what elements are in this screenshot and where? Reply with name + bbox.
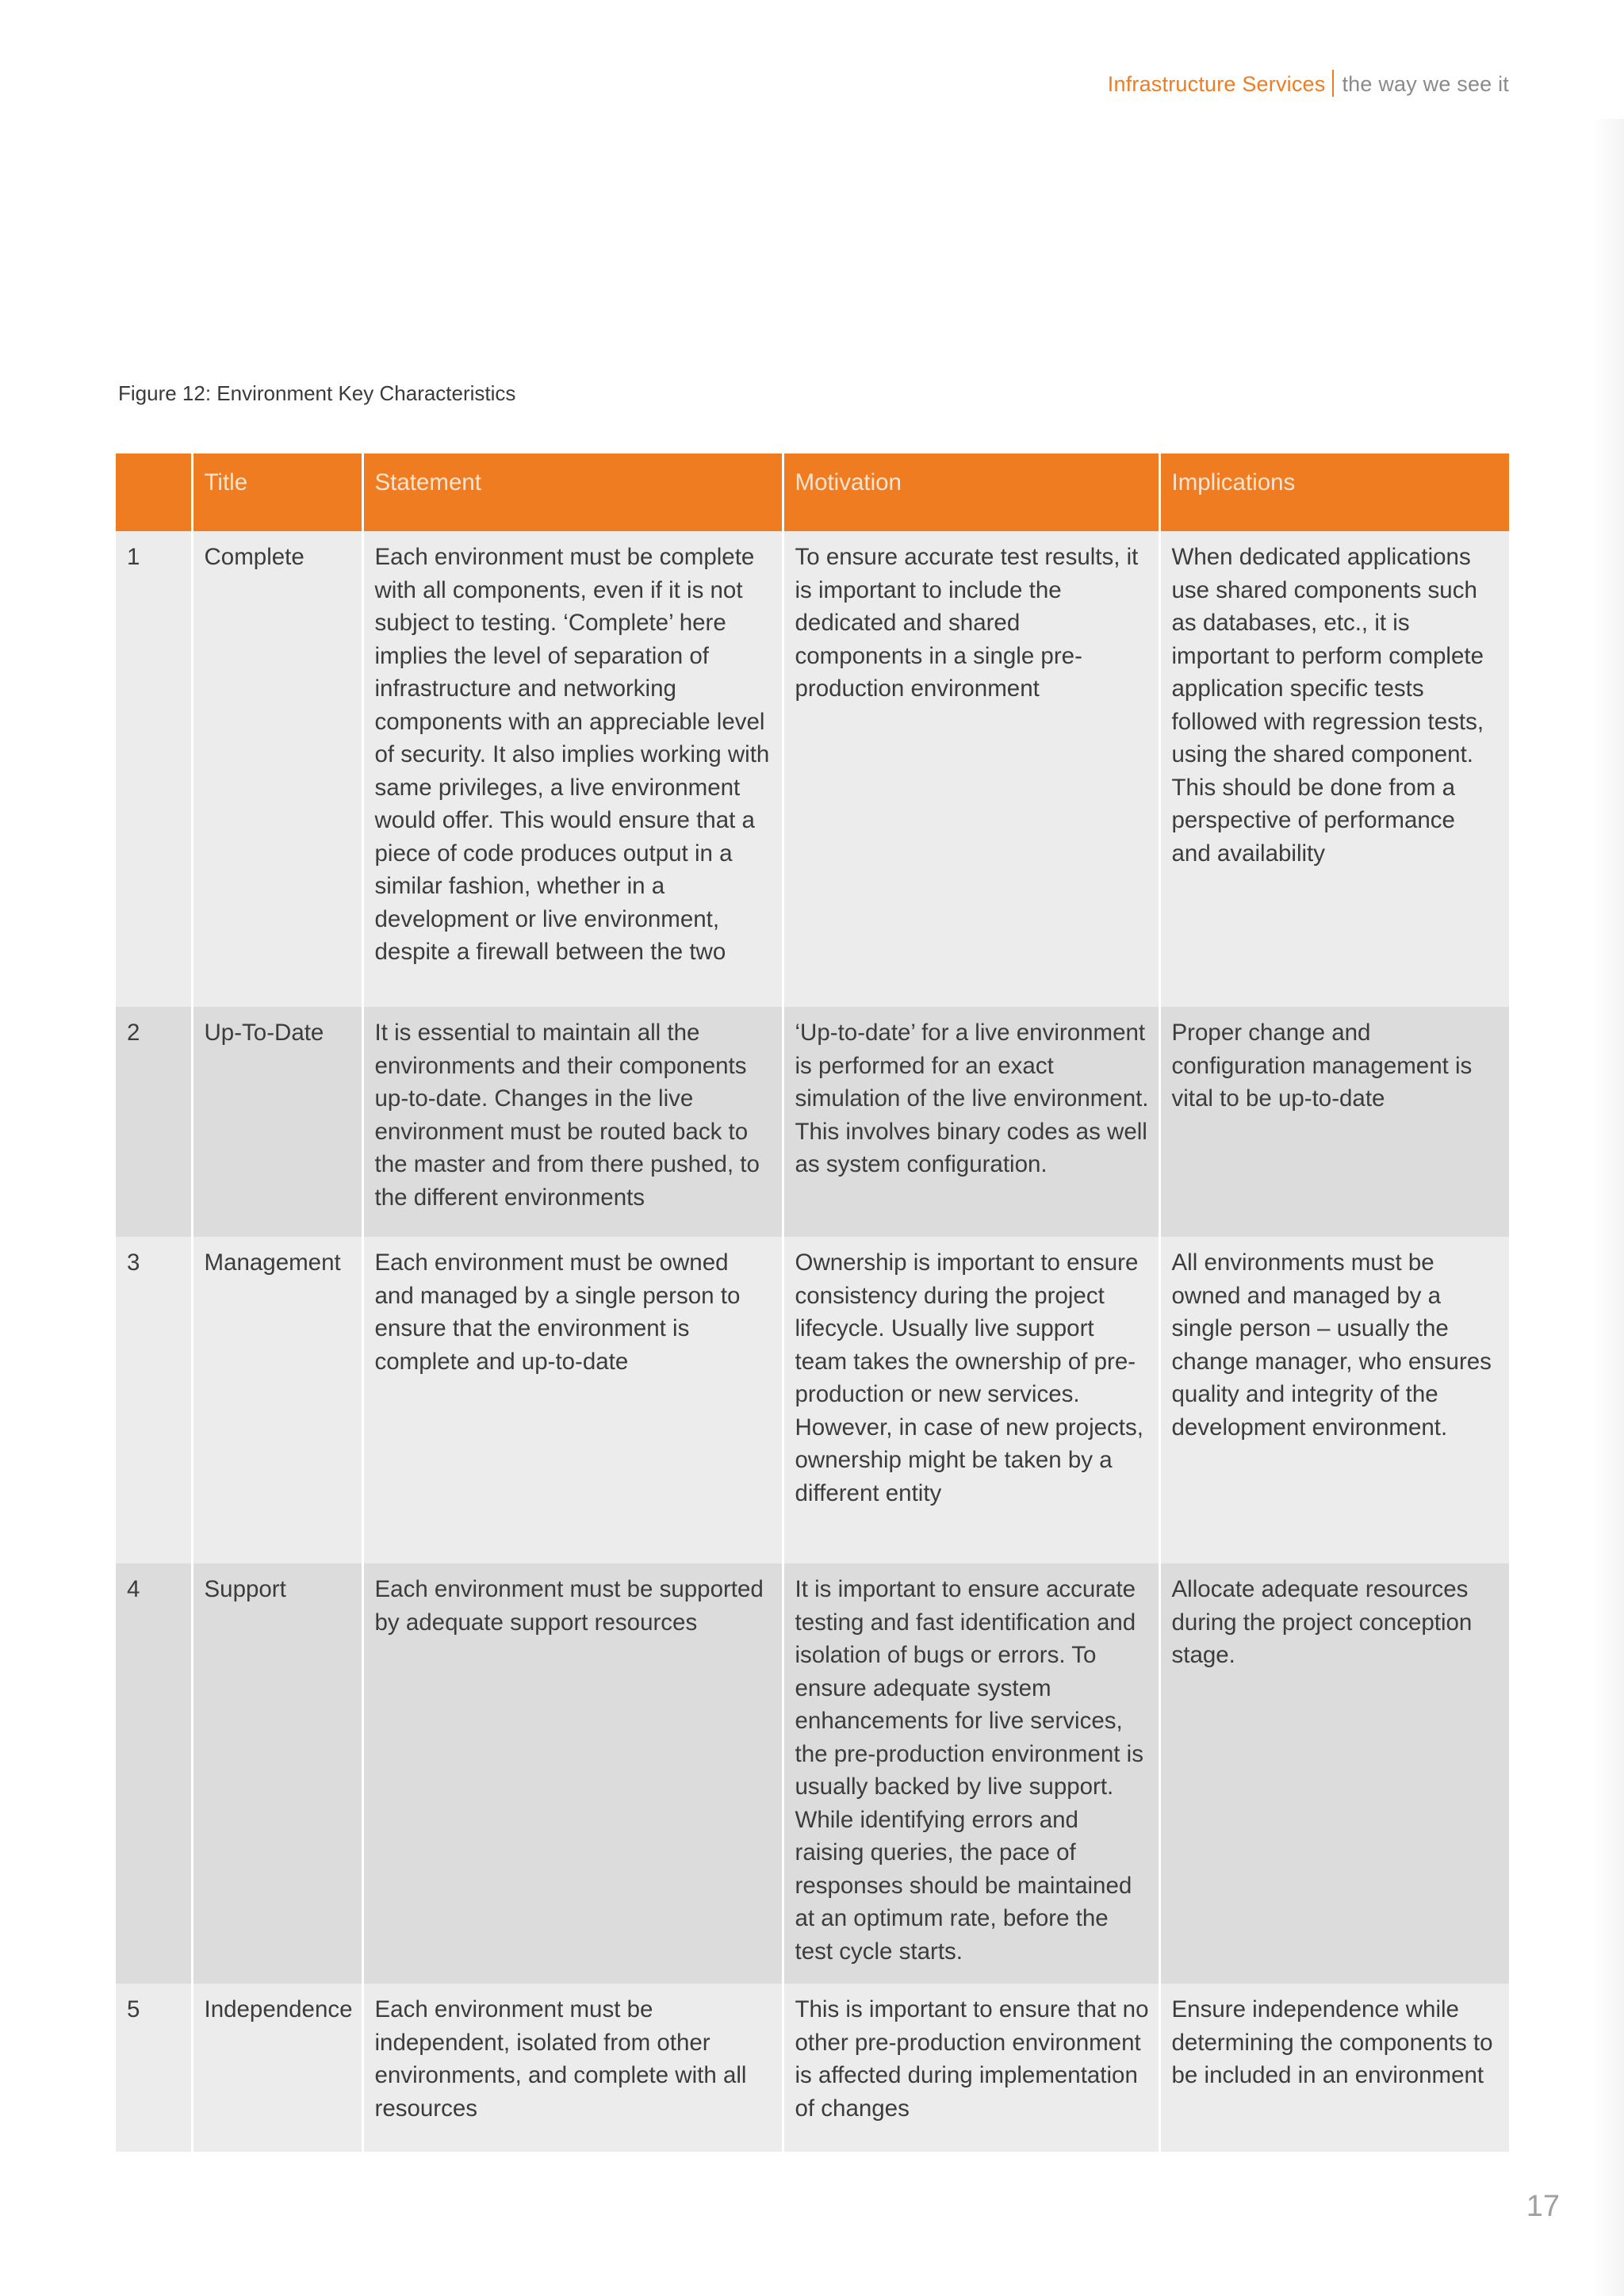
row-motivation: To ensure accurate test results, it is important to include the dedicated and shared components in a single pre-production environment	[783, 531, 1159, 1007]
column-header-statement: Statement	[362, 453, 783, 531]
table-row	[116, 531, 1509, 1007]
page-number: 17	[1526, 2190, 1560, 2223]
table-header-row	[116, 453, 1509, 531]
header-tagline: the way we see it	[1342, 72, 1509, 96]
row-title: Support	[192, 1563, 362, 1984]
row-statement: Each environment must be supported by adequate support resources	[362, 1563, 783, 1984]
row-implications: All environments must be owned and managed by a single person – usually the change manager, who ensures quality and integrity of the development environment.	[1159, 1237, 1509, 1563]
row-implications: Proper change and configuration management is vital to be up-to-date	[1159, 1007, 1509, 1237]
row-statement: Each environment must be independent, isolated from other environments, and complete with all resources	[362, 1984, 783, 2152]
row-title: Management	[192, 1237, 362, 1563]
column-header-number	[116, 453, 192, 531]
environment-characteristics-table	[116, 453, 1509, 2152]
row-implications: When dedicated applications use shared components such as databases, etc., it is important to perform complete application specific tests followed with regression tests, using the shared component. This should be done from a perspective of performance and availability	[1159, 531, 1509, 1007]
row-motivation: Ownership is important to ensure consistency during the project lifecycle. Usually live support team takes the ownership of pre-production or new services. However, in case of new projects, ownership might be taken by a different entity	[783, 1237, 1159, 1563]
row-statement: Each environment must be complete with all components, even if it is not subject to testing. ‘Complete’ here implies the level of separation of infrastructure and networking components with an appreciable level of security. It also implies working with same privileges, a live environment would offer. This would ensure that a piece of code produces output in a similar fashion, whether in a development or live environment, despite a firewall between the two	[362, 531, 783, 1007]
row-motivation: It is important to ensure accurate testing and fast identification and isolation of bugs or errors. To ensure adequate system enhancements for live services, the pre-production environment is usually backed by live support. While identifying errors and raising queries, the pace of responses should be maintained at an optimum rate, before the test cycle starts.	[783, 1563, 1159, 1984]
table-row	[116, 1563, 1509, 1984]
row-title: Up-To-Date	[192, 1007, 362, 1237]
column-header-implications: Implications	[1159, 453, 1509, 531]
table-row	[116, 1984, 1509, 2152]
row-number: 5	[116, 1984, 192, 2152]
running-header	[1108, 70, 1509, 97]
header-brand: Infrastructure Services	[1107, 72, 1326, 96]
row-motivation: This is important to ensure that no other pre-production environment is affected during implementation of changes	[783, 1984, 1159, 2152]
row-statement: It is essential to maintain all the environments and their components up-to-date. Changes in the live environment must be routed back to the master and from there pushed, to the different environments	[362, 1007, 783, 1237]
page-edge-shade	[1594, 119, 1624, 2296]
row-number: 2	[116, 1007, 192, 1237]
row-number: 1	[116, 531, 192, 1007]
row-number: 4	[116, 1563, 192, 1984]
row-implications: Ensure independence while determining the components to be included in an environment	[1159, 1984, 1509, 2152]
column-header-title: Title	[192, 453, 362, 531]
row-motivation: ‘Up-to-date’ for a live environment is performed for an exact simulation of the live environment. This involves binary codes as well as system configuration.	[783, 1007, 1159, 1237]
table-row	[116, 1007, 1509, 1237]
row-title: Complete	[192, 531, 362, 1007]
row-statement: Each environment must be owned and managed by a single person to ensure that the environment is complete and up-to-date	[362, 1237, 783, 1563]
figure-caption: Figure 12: Environment Key Characteristics	[118, 381, 516, 405]
row-implications: Allocate adequate resources during the project conception stage.	[1159, 1563, 1509, 1984]
row-title: Independence	[192, 1984, 362, 2152]
table-row	[116, 1237, 1509, 1563]
row-number: 3	[116, 1237, 192, 1563]
column-header-motivation: Motivation	[783, 453, 1159, 531]
header-divider	[1332, 70, 1334, 97]
